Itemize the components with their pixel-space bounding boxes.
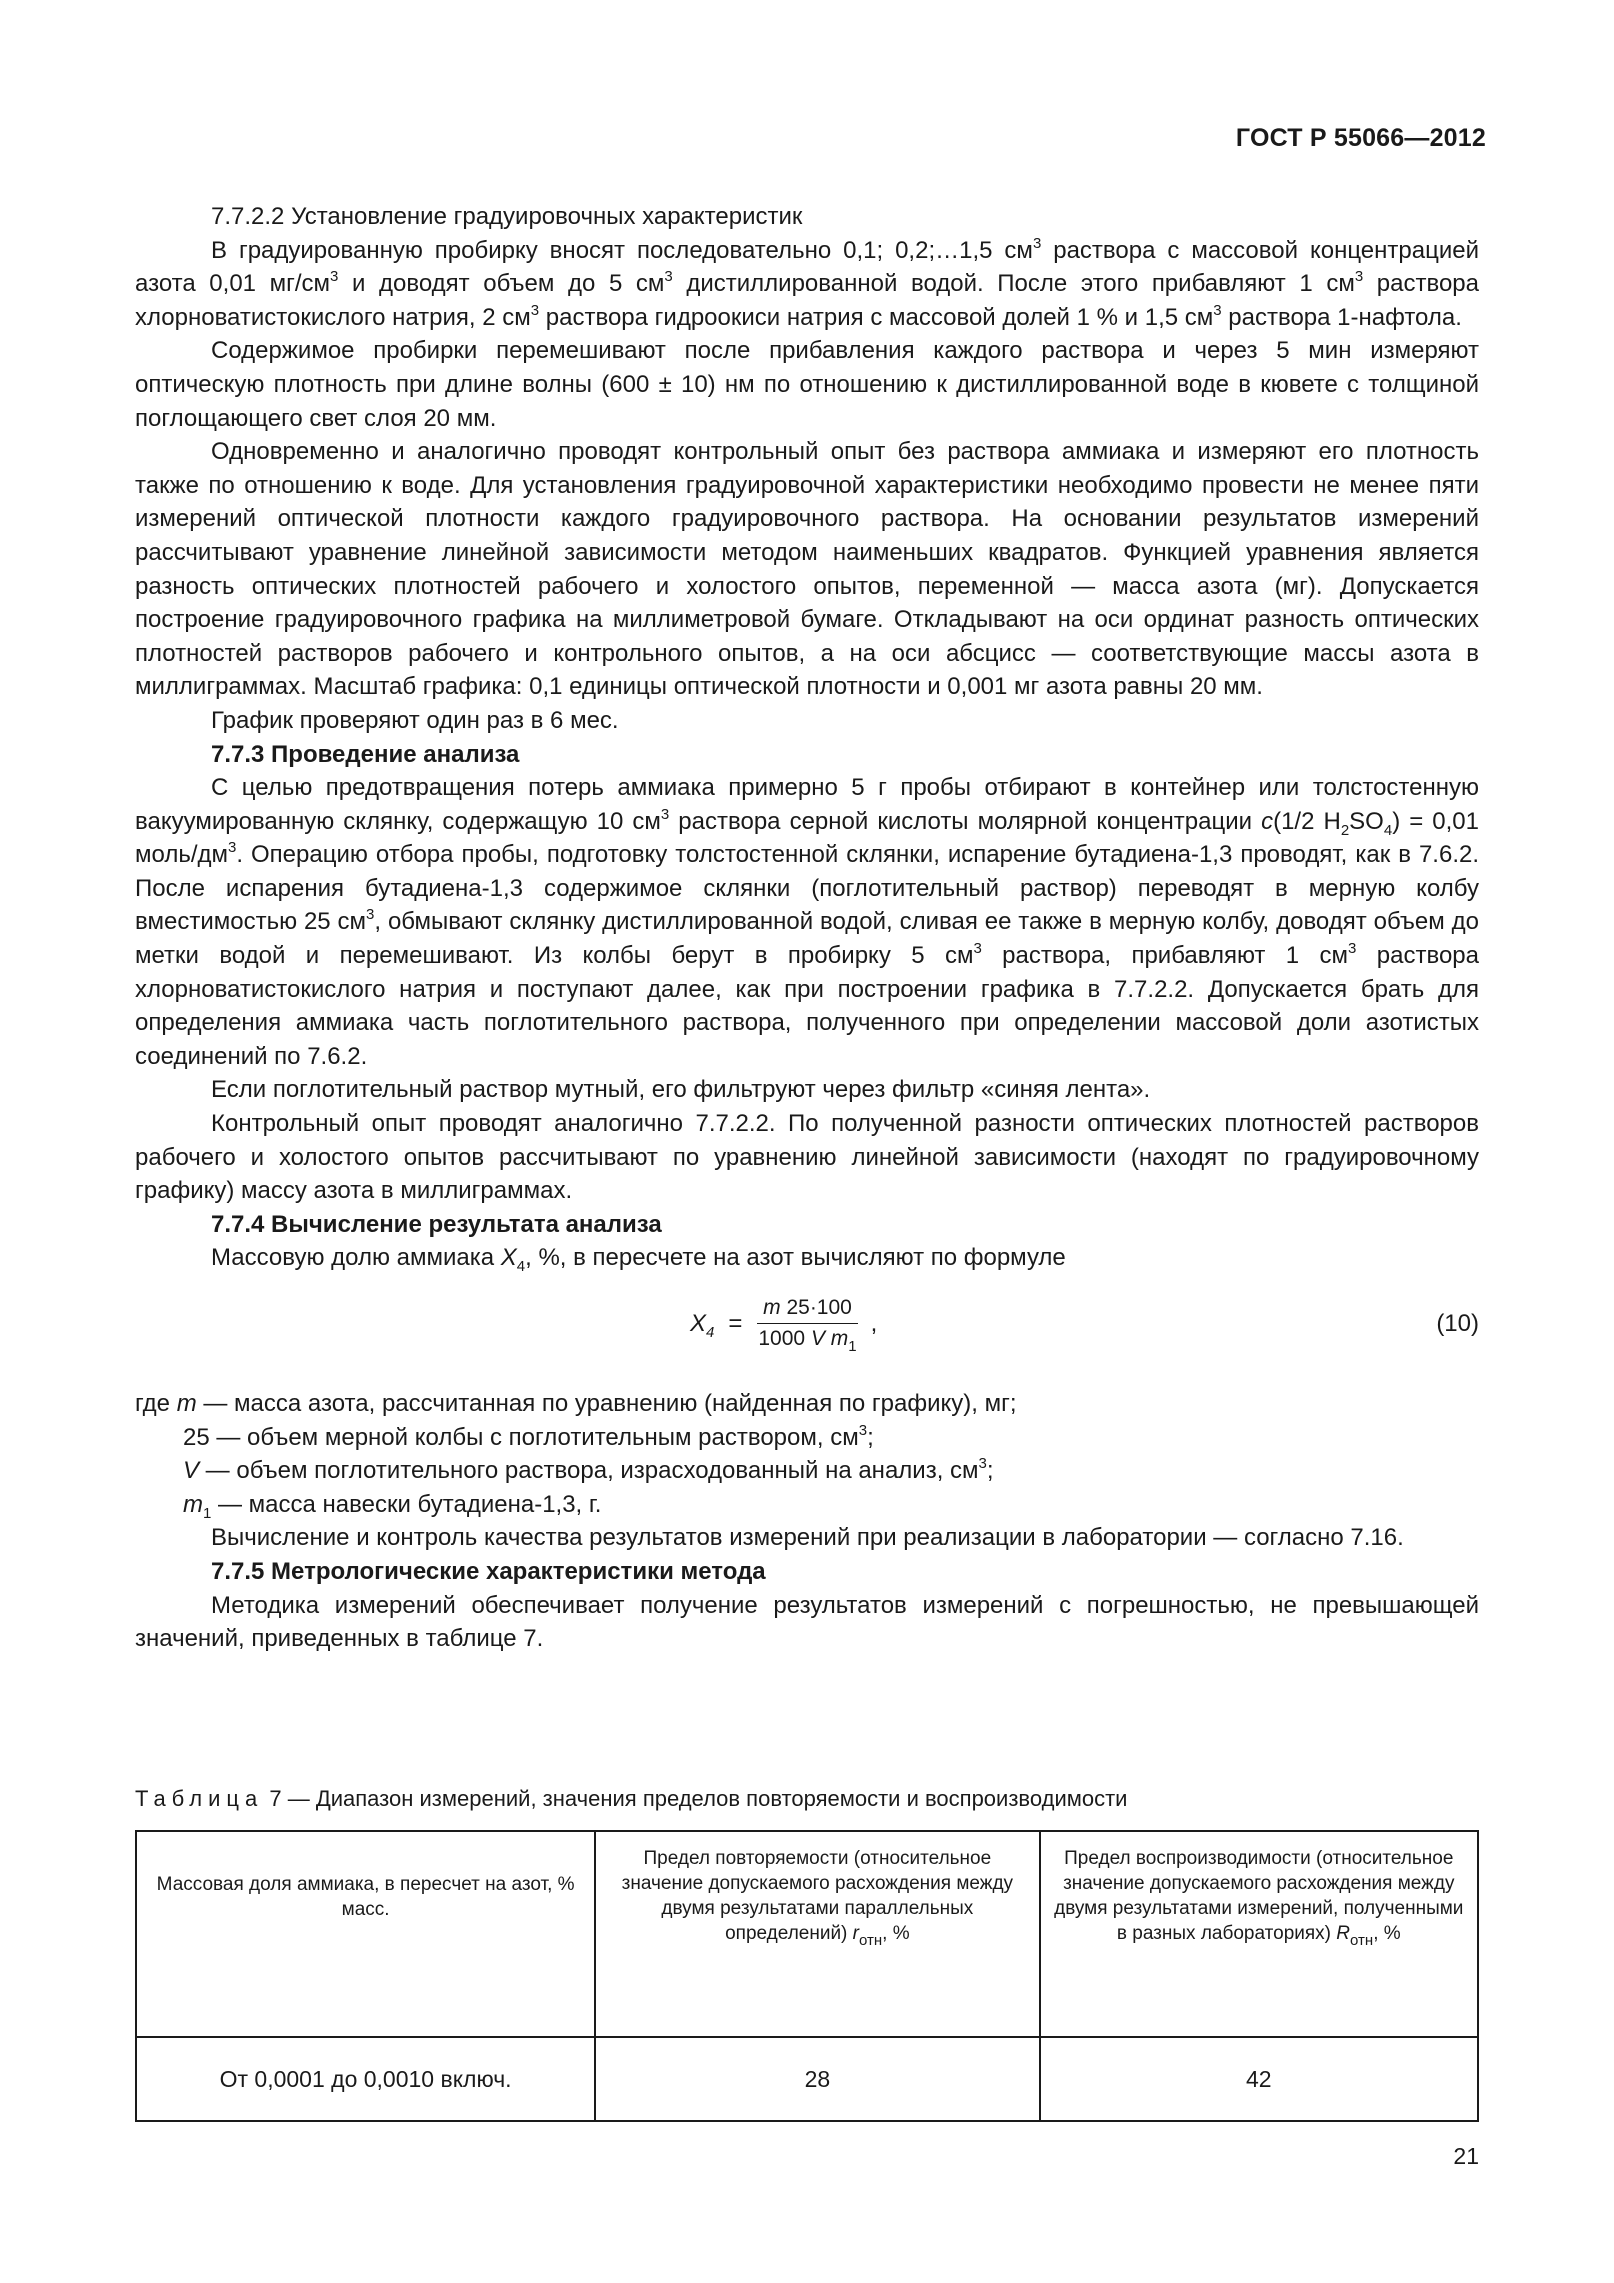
section-7-7-3-paragraph-2: Если поглотительный раствор мутный, его фильтруют через фильтр «синяя лента».	[211, 1076, 1151, 1104]
section-7-7-5-paragraph-1: Методика измерений обеспечивает получение результатов измерений с погрешностью, не превышающей значений, приведенных в таблице 7.	[135, 1591, 1479, 1653]
formula-10	[135, 1287, 1479, 1387]
table-cell-range: От 0,0001 до 0,0010 включ.	[136, 2037, 595, 2121]
formula-fraction: $\frac{m 25\cdot 100}{1000 V m_1}$	[758, 1296, 857, 1355]
legend-25: 25 — объем мерной колбы с поглотительным раствором, $см^3$;	[183, 1421, 874, 1451]
table-header-repeatability: Предел повторяемости (относительное значение допускаемого расхождения между двумя результатами параллельных определений) $r_{отн}$, %	[595, 1831, 1039, 2037]
document-id: ГОСТ Р 55066—2012	[1235, 124, 1486, 152]
table-7	[135, 1830, 1479, 2122]
legend-m: где m — масса азота, рассчитанная по уравнению (найденная по графику), мг;	[135, 1390, 1017, 1417]
legend-m1: $m_1$ — масса навески бутадиена-1,3, г.	[183, 1490, 602, 1522]
table-header-row	[136, 1831, 1478, 2037]
formula-number: (10)	[1436, 1310, 1479, 1337]
page-number: 21	[1453, 2143, 1479, 2169]
section-7-7-4-paragraph-after: Вычисление и контроль качества результатов измерений при реализации в лаборатории — согласно 7.16.	[211, 1524, 1404, 1552]
section-7-7-2-2-paragraph-4: График проверяют один раз в 6 мес.	[211, 706, 619, 734]
section-7-7-2-2-paragraph-2: Содержимое пробирки перемешивают после прибавления каждого раствора и через 5 мин измеряют оптическую плотность при длине волны (600 ± 10) нм по отношению к дистиллированной воде в кювете с толщиной поглощающего свет слоя 20 мм.	[135, 337, 1479, 432]
table-caption: Таблица 7 — Диапазон измерений, значения пределов повторяемости и воспроизводимости	[135, 1786, 1128, 1811]
legend-v: V — объем поглотительного раствора, израсходованный на анализ, $см^3$;	[183, 1455, 994, 1485]
section-7-7-2-2-paragraph-1: В градуированную пробирку вносят последовательно 0,1; 0,2;…1,5 $см^3$ раствора с массовой концентрацией азота 0,01 $мг/см^3$ и доводят объем до 5 $см^3$ дистиллированной водой. После этого прибавляют 1 $см^3$ раствора хлорноватистокислого натрия, 2 $см^3$ раствора гидроокиси натрия с массовой долей 1 % и 1,5 $см^3$ раствора 1-нафтола.	[135, 234, 1480, 331]
table-row	[136, 2037, 1478, 2121]
section-7-7-5-title: 7.7.5 Метрологические характеристики метода	[211, 1557, 766, 1585]
table-header-reproducibility: Предел воспроизводимости (относительное значение допускаемого расхождения между двумя результатами измерений, полученными в разных лабораториях) $R_{отн}$, %	[1040, 1831, 1478, 2037]
section-7-7-4-intro: Массовую долю аммиака $X_4$, %, в пересчете на азот вычисляют по формуле	[211, 1244, 1066, 1276]
section-7-7-4-title: 7.7.4 Вычисление результата анализа	[211, 1210, 662, 1238]
formula-expression: $X_4$ = $\frac{m 25\cdot 100}{1000 V m_1}$ ,	[690, 1296, 878, 1355]
section-7-7-2-2-paragraph-3: Одновременно и аналогично проводят контрольный опыт без раствора аммиака и измеряют его плотность также по отношению к воде. Для установления градуировочной характеристики необходимо провести не менее пяти измерений оптической плотности каждого градуировочного раствора. На основании результатов измерений рассчитывают уравнение линейной зависимости методом наименьших квадратов. Функцией уравнения является разность оптических плотностей рабочего и холостого опытов, переменной — масса азота (мг). Допускается построение градуировочного графика на миллиметровой бумаге. Откладывают на оси ординат разность оптических плотностей растворов рабочего и контрольного опытов, а на оси абсцисс — соответствующие массы азота в миллиграммах. Масштаб графика: 0,1 единицы оптической плотности и 0,001 мг азота равны 20 мм.	[135, 438, 1479, 701]
table-cell-repeatability: 28	[595, 2037, 1039, 2121]
table-cell-reproducibility: 42	[1040, 2037, 1478, 2121]
document-body	[135, 200, 1479, 1656]
section-7-7-3-paragraph-3: Контрольный опыт проводят аналогично 7.7.2.2. По полученной разности оптических плотностей растворов рабочего и холостого опытов рассчитывают по уравнению линейной зависимости (находят по градуировочному графику) массу азота в миллиграммах.	[135, 1110, 1479, 1205]
section-7-7-2-2-title: 7.7.2.2 Установление градуировочных характеристик	[211, 203, 803, 230]
section-7-7-3-title: 7.7.3 Проведение анализа	[211, 740, 520, 768]
formula-legend	[135, 1387, 1479, 1521]
table-header-range: Массовая доля аммиака, в пересчет на азот, % масс.	[136, 1831, 595, 2037]
section-7-7-3-paragraph-1: С целью предотвращения потерь аммиака примерно 5 г пробы отбирают в контейнер или толстостенную вакуумированную склянку, содержащую 10 $см^3$ раствора серной кислоты молярной концентрации c(1/2 $H_2SO_4) = 0,01$ моль/$дм^3$. Операцию отбора пробы, подготовку толстостенной склянки, испарение бутадиена-1,3 проводят, как в 7.6.2. После испарения бутадиена-1,3 содержимое склянки (поглотительный раствор) переводят в мерную колбу вместимостью 25 $см^3$, обмывают склянку дистиллированной водой, сливая ее также в мерную колбу, доводят объем до метки водой и перемешивают. Из колбы берут в пробирку 5 $см^3$ раствора, прибавляют 1 $см^3$ раствора хлорноватистокислого натрия и поступают далее, как при построении графика в 7.7.2.2. Допускается брать для определения аммиака часть поглотительного раствора, полученного при определении массовой доли азотистых соединений по 7.6.2.	[135, 774, 1480, 1070]
